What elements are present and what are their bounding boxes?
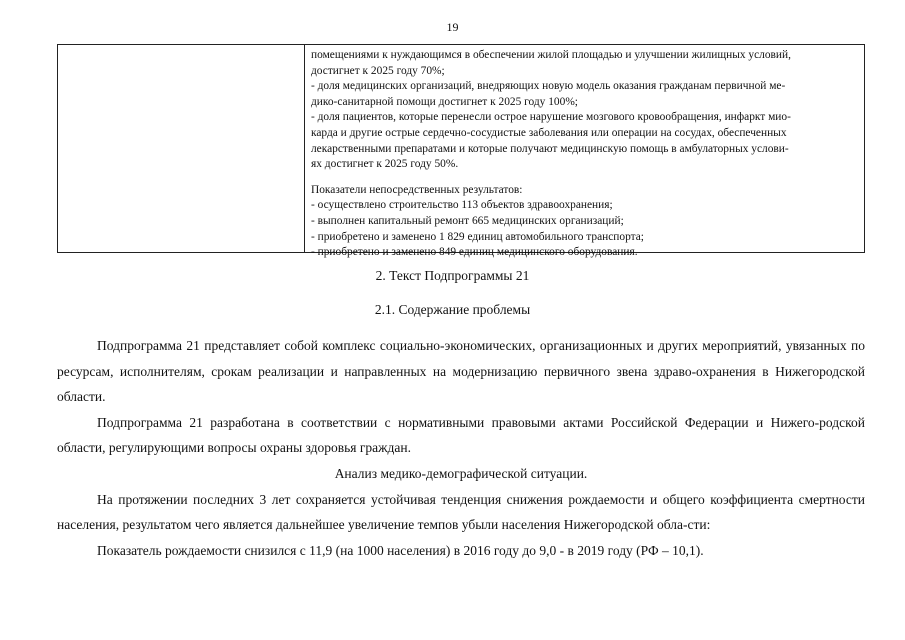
body-text [57,333,865,563]
results-line: - выполнен капитальный ремонт 665 медицинских организаций; [311,214,624,227]
paragraph: Подпрограмма 21 разработана в соответствии с нормативными правовыми актами Российской Федерации и Нижего-родской области, регулирующими вопросы охраны здоровья граждан. [57,414,865,456]
table-cell-left [58,45,305,252]
table-line: - доля медицинских организаций, внедряющих новую модель оказания гражданам первичной ме- [311,80,786,93]
results-line: - приобретено и заменено 849 единиц медицинского оборудования. [311,246,638,259]
table-line: карда и другие острые сердечно-сосудистые заболевания или операции на сосудах, обеспеченных [311,126,787,139]
results-line: - приобретено и заменено 1 829 единиц автомобильного транспорта; [311,230,644,243]
results-line: Показатели непосредственных результатов: [311,183,523,196]
table-line: помещениями к нуждающимся в обеспечении жилой площадью и улучшении жилищных условий, [311,49,791,61]
section-title: 2. Текст Подпрограммы 21 [375,268,530,283]
page-number: 19 [446,20,459,34]
table-line: дико-санитарной помощи достигнет к 2025 году 100%; [311,95,578,108]
table-line: достигнет к 2025 году 70%; [311,64,445,77]
paragraph: Подпрограмма 21 представляет собой комплекс социально-экономических, организационных и других мероприятий, увязанных по ресурсам, исполнителям, срокам реализации и направленных на модернизацию первичного звена здраво-охранения в Нижегородской области. [57,338,865,405]
results-line: - осуществлено строительство 113 объектов здравоохранения; [311,199,613,212]
table-line: лекарственными препаратами и которые получают медицинскую помощь в амбулаторных услови- [311,142,789,155]
table-gap [311,173,858,183]
table-line: ях достигнет к 2025 году 50%. [311,158,459,171]
paragraph: Показатель рождаемости снизился с 11,9 (на 1000 населения) в 2016 году до 9,0 - в 2019 году (РФ – 10,1). [97,542,704,558]
analysis-heading: Анализ медико-демографической ситуации. [334,465,588,481]
table-cell-right [305,45,864,259]
paragraph: На протяжении последних 3 лет сохраняется устойчивая тенденция снижения рождаемости и общего коэффициента смертности населения, результатом чего является дальнейшее увеличение темпов убыли населения Нижегородской обла-сти: [57,491,865,533]
subsection-title: 2.1. Содержание проблемы [374,302,531,317]
table-line: - доля пациентов, которые перенесли острое нарушение мозгового кровообращения, инфаркт мио- [311,111,791,124]
indicators-table [57,44,865,259]
